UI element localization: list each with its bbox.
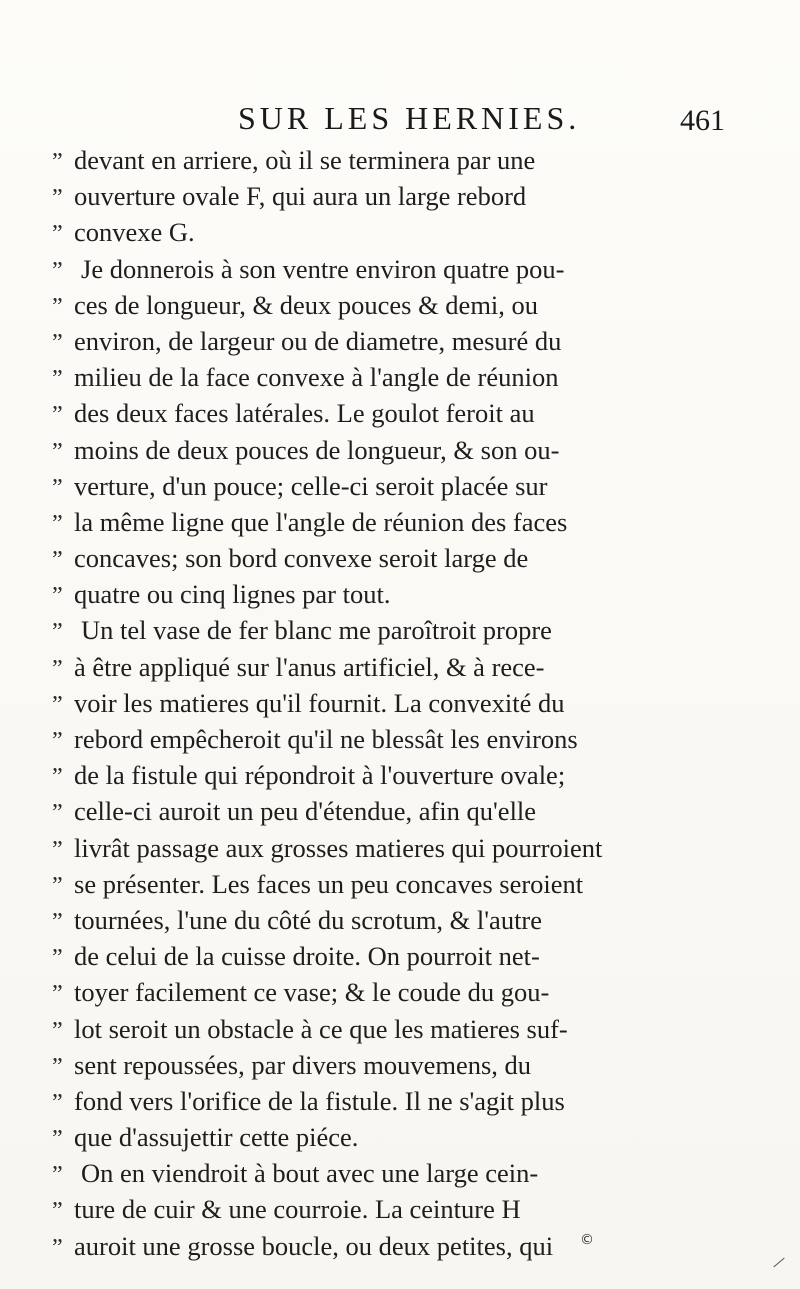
quote-mark: ” xyxy=(52,474,63,501)
quote-mark: ” xyxy=(52,908,63,935)
line-text: concaves; son bord convexe seroit large de xyxy=(74,543,529,574)
quote-mark: ” xyxy=(52,1089,63,1116)
text-line xyxy=(52,432,772,468)
text-line xyxy=(52,1047,772,1083)
text-line xyxy=(52,1011,772,1047)
line-text: convexe G. xyxy=(74,217,195,248)
quote-mark: ” xyxy=(52,149,63,175)
line-text: sent repoussées, par divers mouvemens, du xyxy=(74,1049,532,1080)
line-text: voir les matieres qu'il fournit. La convexité du xyxy=(74,687,565,718)
text-line xyxy=(52,902,772,938)
quote-mark: ” xyxy=(52,293,63,320)
text-line xyxy=(52,468,772,504)
text-line xyxy=(52,866,772,902)
quote-mark: ” xyxy=(52,1053,63,1080)
line-text: se présenter. Les faces un peu concaves seroient xyxy=(74,868,584,899)
line-text: de la fistule qui répondroit à l'ouverture ovale; xyxy=(74,760,566,791)
line-text: livrât passage aux grosses matieres qui pourroient xyxy=(74,832,603,863)
text-line xyxy=(52,1119,772,1155)
line-text: de celui de la cuisse droite. On pourroit net- xyxy=(74,941,540,972)
quote-mark: ” xyxy=(52,1198,63,1225)
quote-mark: ” xyxy=(52,836,63,863)
text-line xyxy=(52,793,772,829)
line-text: Je donnerois à son ventre environ quatre pou- xyxy=(81,253,565,284)
page-header xyxy=(0,100,800,140)
quote-mark: ” xyxy=(52,438,63,465)
quote-mark: ” xyxy=(52,1162,63,1189)
text-line xyxy=(52,251,772,287)
corner-tick xyxy=(773,1258,784,1268)
text-line xyxy=(52,1191,772,1227)
line-text: On en viendroit à bout avec une large cein- xyxy=(81,1158,539,1189)
quote-mark: ” xyxy=(52,872,63,899)
quote-mark: ” xyxy=(52,728,63,754)
line-text: ture de cuir & une courroie. La ceinture H xyxy=(74,1194,521,1225)
line-text: fond vers l'orifice de la fistule. Il ne s'agit plus xyxy=(74,1085,565,1116)
text-line xyxy=(52,540,772,576)
text-line xyxy=(52,214,772,250)
text-line xyxy=(52,395,772,431)
quote-mark: ” xyxy=(52,1017,63,1044)
text-line xyxy=(52,649,772,685)
text-line xyxy=(52,612,772,648)
text-line xyxy=(52,323,772,359)
quote-mark: ” xyxy=(52,583,63,610)
quote-mark: ” xyxy=(52,257,63,284)
line-text: moins de deux pouces de longueur, & son ou- xyxy=(74,434,560,465)
quote-mark: ” xyxy=(52,185,63,212)
line-text: rebord empêcheroit qu'il ne blessât les environs xyxy=(74,724,578,754)
line-text: verture, d'un pouce; celle-ci seroit placée sur xyxy=(74,470,548,501)
quote-mark: ” xyxy=(52,547,63,574)
line-text: environ, de largeur ou de diametre, mesuré du xyxy=(74,325,562,356)
line-text: toyer facilement ce vase; & le coude du gou- xyxy=(74,977,550,1008)
text-line xyxy=(52,359,772,395)
text-line xyxy=(52,178,772,214)
text-line xyxy=(52,504,772,540)
quote-mark: ” xyxy=(52,800,63,827)
line-text: à être appliqué sur l'anus artificiel, & à rece- xyxy=(74,651,545,682)
page-number: 461 xyxy=(680,104,725,137)
text-line xyxy=(52,1083,772,1119)
line-text: devant en arriere, où il se terminera par une xyxy=(74,145,536,175)
line-text: auroit une grosse boucle, ou deux petites, qui xyxy=(74,1230,554,1261)
text-line xyxy=(52,287,772,323)
line-text: celle-ci auroit un peu d'étendue, afin qu'elle xyxy=(74,796,537,827)
quote-mark: ” xyxy=(52,981,63,1008)
text-line xyxy=(52,576,772,612)
text-line xyxy=(52,1155,772,1191)
quote-mark: ” xyxy=(52,764,63,791)
text-line xyxy=(52,974,772,1010)
quote-mark: ” xyxy=(52,655,63,682)
line-text: des deux faces latérales. Le goulot feroit au xyxy=(74,398,535,429)
body-text xyxy=(52,142,772,1264)
quote-mark: ” xyxy=(52,945,63,972)
text-line xyxy=(52,685,772,721)
text-line xyxy=(52,142,772,178)
line-text: ces de longueur, & deux pouces & demi, ou xyxy=(74,289,539,320)
quote-mark: ” xyxy=(52,510,63,537)
text-line xyxy=(52,721,772,757)
text-line xyxy=(52,1228,772,1264)
footer-mark: © xyxy=(580,1232,594,1248)
text-line xyxy=(52,938,772,974)
quote-mark: ” xyxy=(52,619,63,646)
running-title: SUR LES HERNIES. xyxy=(238,100,581,136)
quote-mark: ” xyxy=(52,1234,63,1261)
quote-mark: ” xyxy=(52,1126,63,1153)
text-line xyxy=(52,757,772,793)
line-text: milieu de la face convexe à l'angle de réunion xyxy=(74,362,559,393)
line-text: quatre ou cinq lignes par tout. xyxy=(74,579,391,610)
quote-mark: ” xyxy=(52,329,63,356)
line-text: la même ligne que l'angle de réunion des faces xyxy=(74,506,568,537)
quote-mark: ” xyxy=(52,366,63,393)
line-text: lot seroit un obstacle à ce que les matieres suf- xyxy=(74,1013,568,1044)
line-text: ouverture ovale F, qui aura un large rebord xyxy=(74,181,527,212)
quote-mark: ” xyxy=(52,221,63,248)
line-text: que d'assujettir cette piéce. xyxy=(74,1122,359,1153)
quote-mark: ” xyxy=(52,691,63,718)
text-line xyxy=(52,830,772,866)
line-text: Un tel vase de fer blanc me paroîtroit propre xyxy=(81,615,552,646)
quote-mark: ” xyxy=(52,402,63,429)
line-text: tournées, l'une du côté du scrotum, & l'autre xyxy=(74,904,543,935)
